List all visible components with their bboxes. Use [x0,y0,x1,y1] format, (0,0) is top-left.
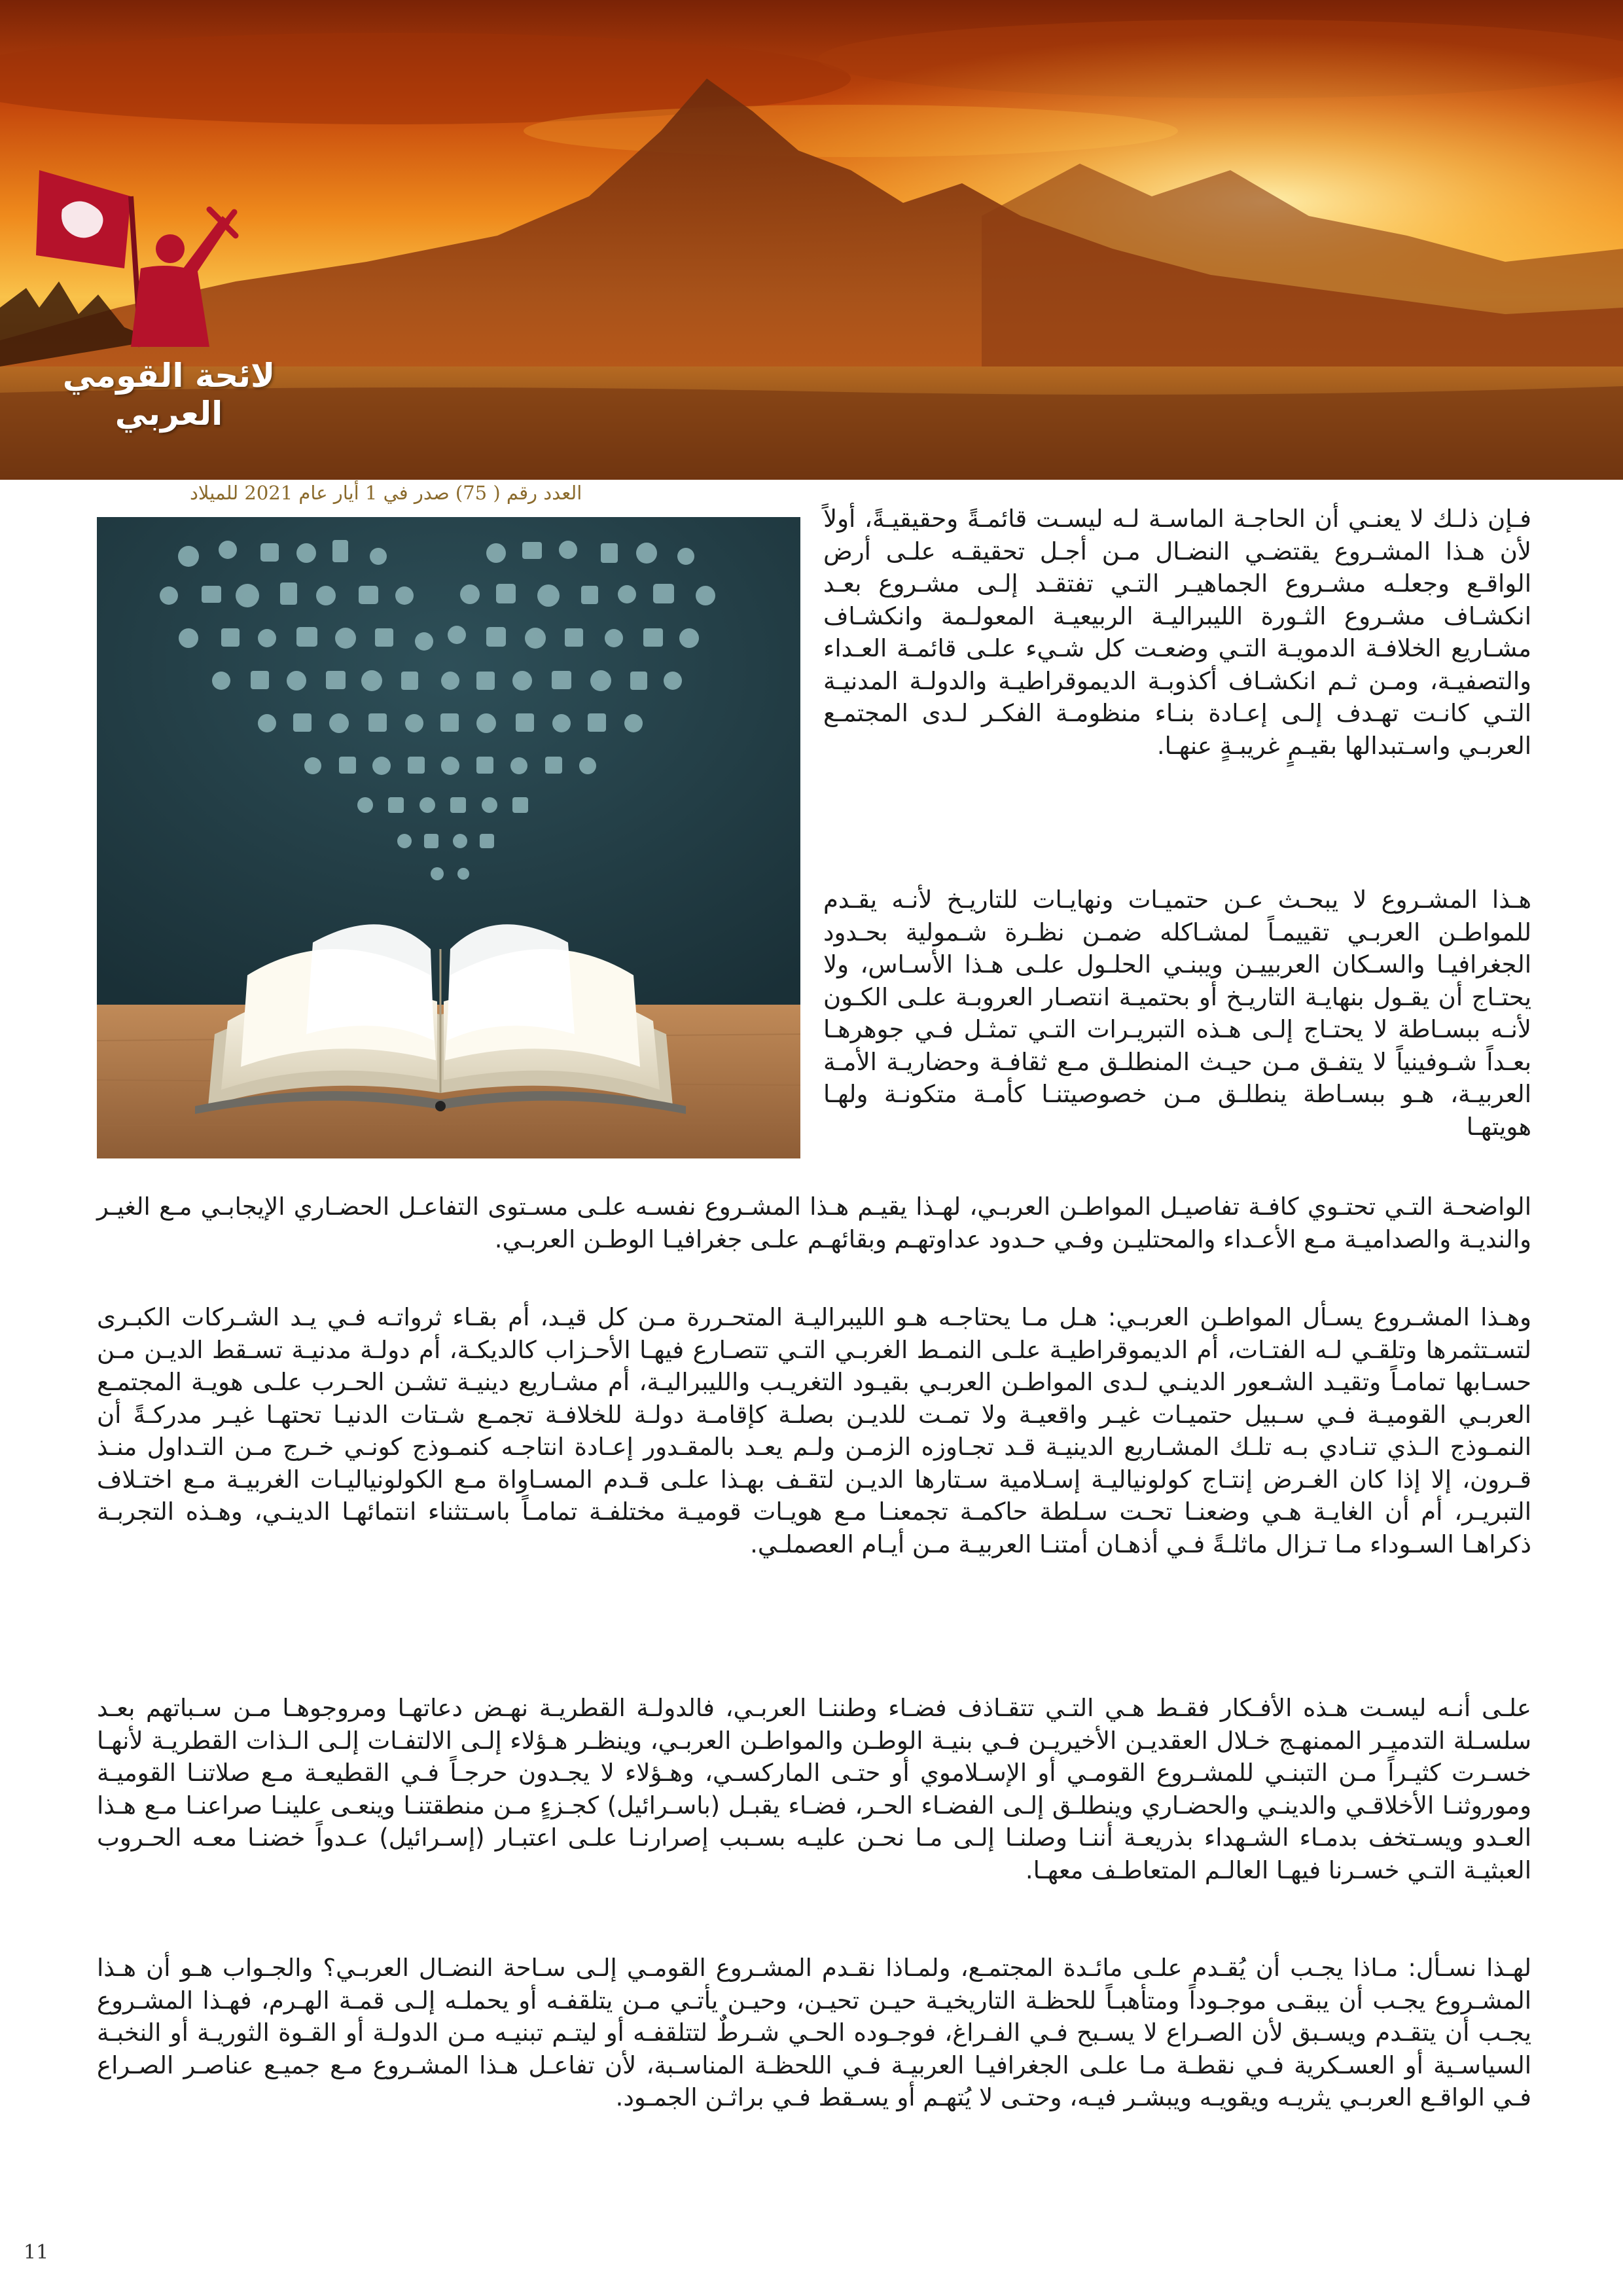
issue-line: العدد رقم ( 75) صدر في 1 أيار عام 2021 للميلاد [190,482,582,504]
open-book-icon [97,517,800,1158]
article-paragraph-5: لهـذا نسـأل: مـاذا يجـب أن يُقـدم علـى مائـدة المجتمـع، ولمـاذا نقـدم المشـروع القومـي إلـى سـاحة النضـال العربـي؟ والجـواب هـو أن هـذا المشـروع يجـب أن يبقـى موجـوداً ومتأهبـاً للحظـة التاريخيـة حيـن تحيـن، وحيـن يأتـي مـن يتلقفـه أو يحملـه إلـى قمـة الهـرم، فهـذا المشـروع يجـب أن يتقـدم ويسـبق لأن الصـراع لا يسـبح فـي الفـراغ، فوجـوده الحـي شـرطٌ لتتلقفـه أو ليتـم تبنيـه مـن الدولـة أو القـوة الثوريـة أو النخبـة السياسـية أو العسـكرية فـي نقطـة مـا علـى الجغرافيـا العربيـة فـي اللحظـة المناسـبة، لأن تفاعـل هـذا المشـروع مـع جميـع عناصـر الصـراع فـي الواقـع العربـي يثريـه ويقويـه ويبشـر فيـه، وحتـى لا يُتهـم أو يسـقط فـي براثـن الجمـود. [97,1954,1531,2111]
article-paragraph-2-continued: الواضحـة التـي تحتـوي كافـة تفاصيـل المواطـن العربـي، لهـذا يقيـم هـذا المشـروع نفسـه علـى مسـتوى التفاعـل الحضـاري الإيجابـي مـع الغيـر والنديـة والصداميـة مـع الأعـداء والمحتليـن وفـي حـدود عداوتهـم وبقائهـم علـى جغرافيـا الوطـن العربـي. [97,1193,1531,1253]
page-number: 11 [24,2241,49,2264]
logo-text: لائحة القومي العربي [62,357,276,433]
book-illustration [97,517,800,1158]
article-paragraph-4: علـى أنـه ليسـت هـذه الأفـكار فقـط هـي التـي تتقـاذف فضـاء وطننـا العربـي، فالدولـة القطريـة نهـض دعاتهـا ومروجوهـا مـن سـباتهم بعـد سلسـلة التدميـر الممنهـج خـلال العقديـن الأخيريـن فـي بنيـة الوطـن والمواطـن العربـي، وينظـر هـؤلاء إلـى الالتفـات إلـى الـذات القطريـة لأنهـا خسـرت كثيـراً مـن التبنـي للمشـروع القومـي أو الإسـلاموي أو حتـى الماركسـي، وهـؤلاء لا يجـدون حرجـاً فـي القطيعـة مـع صلاتنـا القوميـة وموروثنـا الأخلاقـي والدينـي والحضـاري وينطلـق إلـى الفضـاء الحـر، فضـاء يقبـل (باسـرائيل) كجـزءٍ مـن منطقتنـا وينعـى علينـا صراعنـا مـع هـذا العـدو ويسـتخف بدمـاء الشـهداء بذريعـة أننـا وصلنـا إلـى مـا نحـن عليـه بسـبب إصرارنـا علـى اعتبـار (إسـرائيل) عـدواً خضنـا معـه الحـروب العبثيـة التـي خسـرنا فيهـا العالـم المتعاطـف معهـا. [97,1694,1531,1884]
article-paragraph-3: وهـذا المشـروع يسـأل المواطـن العربـي: هـل مـا يحتاجـه هـو الليبراليـة المتحـررة مـن كل قيـد، أم بقـاء ثرواتـه فـي يـد الشـركات الكبـرى لتسـتثمرها وتلقـي لـه الفتـات، أم الديموقراطيـة علـى النمـط الغربـي التـي تتصـارع فيهـا الأحـزاب كالديكـة، أم دولـة مدنيـة تسـقط الديـن مـن حسـابها تمامـاً وتقيـد الشـعور الدينـي لـدى المواطـن العربـي بقيـود التغريـب والليبراليـة، أم مشـاريع دينيـة تشـن الحـرب علـى هويـة المجتمـع العربـي القوميـة فـي سـبيل حتميـات غيـر واقعيـة ولا تمـت للديـن بصلـة كإقامـة دولـة للخلافـة تجمـع شـتات الدنيـا تحتهـا غيـر مدركـةً أن النمـوذج الـذي تنـادي بـه تلـك المشـاريع الدينيـة قـد تجـاوزه الزمـن ولـم يعـد بالمقـدور إعـادة انتاجـه كنمـوذج كونـي خـرج مـن التـداول منـذ قـرون، إلا إذا كان الغـرض إنتـاج كولونياليـة إسـلامية سـتارها الديـن لتقـف بهـذا علـى قـدم المسـاواة مـع الكولونياليـات الغربيـة مـع اختـلاف التبريـر، أم أن الغايـة هـي وضعنـا تحـت سـلطة حاكمـة تجمعنـا مـع هويـات قوميـة مختلفـة تمامـاً باسـتثناء انتمائهـا الدينـي، وهـذه التجربـة ذكراهـا السـوداء مـا تـزال ماثلـةً فـي أذهـان أمتنـا العربيـة مـن أيـام العصملـي. [97,1303,1531,1558]
article-paragraph-1: فـإن ذلـك لا يعنـي أن الحاجـة الماسـة لـه ليسـت قائمـةً وحقيقيـةً، أولاً لأن هـذا المشـروع يقتضـي النضـال مـن أجـل تحقيقـه علـى أرض الواقـع وجعلـه مشـروع الجماهيـر التـي تفتقـد إلـى مشـروع بعـد انكشـاف مشـروع الثـورة الليبراليـة الربيعيـة المعولـمة وانكشـاف مشـاريع الخلافـة الدمويـة التـي وضعـت كل شـيء علـى قائمـة العـداء والتصفيـة، ومـن ثـم انكشـاف أكذوبـة الديموقراطيـة والدولـة المدنيـة التـي كانـت تهـدف إلـى إعـادة بنـاء منظومـة الفكـر لـدى المجتمـع العربـي واسـتبدالها بقيـمٍ غريبـةٍ عنهـا. [823,505,1531,760]
article-paragraph-2-column: هـذا المشـروع لا يبحـث عـن حتميـات ونهايـات للتاريـخ لأنـه يقـدم للمواطـن العربـي تقييمـاً لمشـاكله ضمـن نظـرة شـمولية بحـدود الجغرافيـا والسـكان العربييـن ويبنـي الحلـول علـى هـذا الأسـاس، ولا يحتـاج أن يقـول بنهايـة التاريـخ أو بحتميـة انتصـار العروبـة علـى الكـون لأنـه ببسـاطة لا يحتـاج إلـى هـذه التبريـرات التـي تمثـل فـي جوهرهـا بعـداً شـوفينياً لا يتفـق مـن حيـث المنطلـق مـع ثقافـة وحضاريـة الأمـة العربيـة، هـو ببسـاطة ينطلـق مـن خصوصيتنـا كأمـة متكونـة ولهـا هويتهـا [823,886,1531,1141]
header-banner [0,0,1623,480]
